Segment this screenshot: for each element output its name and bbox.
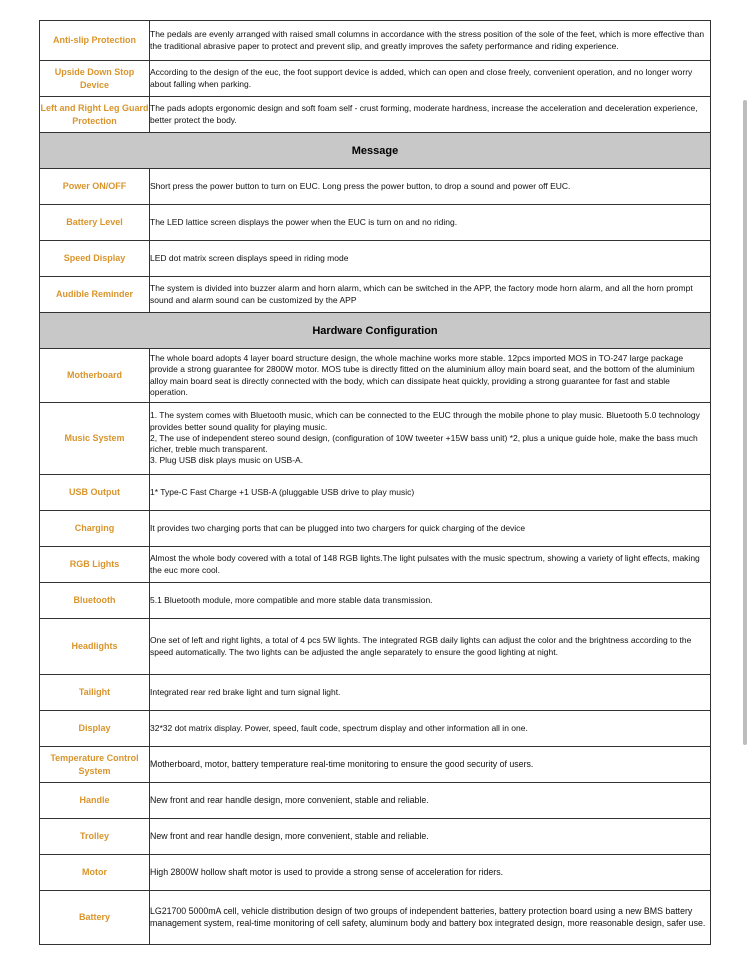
table-row [40,711,711,747]
feature-label: Display [40,711,150,747]
feature-label: Bluetooth [40,583,150,619]
feature-description: Short press the power button to turn on EUC. Long press the power button, to drop a sound and power off EUC. [150,169,711,205]
feature-label: Tailight [40,675,150,711]
feature-description: High 2800W hollow shaft motor is used to provide a strong sense of acceleration for riders. [150,855,711,891]
table-row [40,783,711,819]
feature-description: According to the design of the euc, the foot support device is added, which can open and close freely, convenient operation, and no longer worry about falling when parking. [150,61,711,97]
section-title: Message [40,133,711,169]
feature-description: The pads adopts ergonomic design and soft foam self - crust forming, moderate hardness, increase the acceleration and deceleration experience, better protect the body. [150,97,711,133]
table-row [40,511,711,547]
feature-description: The whole board adopts 4 layer board structure design, the whole machine works more stable. 12pcs imported MOS in TO-247 large package provide a strong guarantee for 2800W motor. MOS tube is directly fitted on the aluminium alloy main board seat, and the bottom of the aluminium alloy main board seat is directly connected with the body, which can dissipate heat quickly, providing a strong guarantee for fast and stable operation. [150,349,711,403]
feature-label: Power ON/OFF [40,169,150,205]
feature-label: USB Output [40,475,150,511]
table-row [40,61,711,97]
feature-label: Temperature Control System [40,747,150,783]
feature-label: Headlights [40,619,150,675]
feature-description: New front and rear handle design, more convenient, stable and reliable. [150,819,711,855]
scrollbar[interactable] [743,100,747,745]
feature-label: Audible Reminder [40,277,150,313]
table-row [40,21,711,61]
table-row [40,675,711,711]
feature-description: 5.1 Bluetooth module, more compatible and more stable data transmission. [150,583,711,619]
table-row [40,475,711,511]
feature-description: One set of left and right lights, a total of 4 pcs 5W lights. The integrated RGB daily lights can adjust the color and the brightness according to the speed automatically. The two lights can be adjusted the angle separately to ensure the good lighting at night. [150,619,711,675]
feature-description: Motherboard, motor, battery temperature real-time monitoring to ensure the good security of users. [150,747,711,783]
description-line: 3. Plug USB disk plays music on USB-A. [150,455,304,466]
feature-description: The system is divided into buzzer alarm and horn alarm, which can be switched in the APP, the factory mode horn alarm, and all the horn prompt sound and alarm sound can be customized by the APP [150,277,711,313]
feature-label: Battery Level [40,205,150,241]
table-row [40,97,711,133]
feature-description: LG21700 5000mA cell, vehicle distribution design of two groups of independent batteries, battery protection board using a new BMS battery management system, real-time monitoring of cell safety, aluminum body and battery box integrated design, more reasonable design, safer use. [150,891,711,945]
feature-label: Handle [40,783,150,819]
table-row [40,205,711,241]
feature-label: Speed Display [40,241,150,277]
feature-label: RGB Lights [40,547,150,583]
feature-label: Music System [40,403,150,475]
feature-label: Upside Down Stop Device [40,61,150,97]
feature-description: LED dot matrix screen displays speed in riding mode [150,241,711,277]
table-row [40,547,711,583]
table-row [40,169,711,205]
feature-label: Trolley [40,819,150,855]
table-row [40,855,711,891]
feature-description: It provides two charging ports that can be plugged into two chargers for quick charging of the device [150,511,711,547]
feature-description: New front and rear handle design, more convenient, stable and reliable. [150,783,711,819]
table-row [40,349,711,403]
feature-label: Anti-slip Protection [40,21,150,61]
feature-label: Left and Right Leg Guard Protection [40,97,150,133]
section-header-row [40,313,711,349]
feature-description: Integrated rear red brake light and turn signal light. [150,675,711,711]
table-row [40,619,711,675]
feature-description: Almost the whole body covered with a total of 148 RGB lights.The light pulsates with the music spectrum, showing a variety of light effects, making the euc more cool. [150,547,711,583]
feature-description: 32*32 dot matrix display. Power, speed, fault code, spectrum display and other information all in one. [150,711,711,747]
table-row [40,891,711,945]
feature-label: Motherboard [40,349,150,403]
table-row [40,241,711,277]
spec-table-body [40,21,711,945]
table-row [40,747,711,783]
section-title: Hardware Configuration [40,313,711,349]
feature-label: Motor [40,855,150,891]
feature-description: The pedals are evenly arranged with raised small columns in accordance with the stress position of the sole of the feet, which is more effective than the traditional abrasive paper to protect and prevent slip, and greatly improves the safety performance and riding experience. [150,21,711,61]
feature-label: Battery [40,891,150,945]
table-row [40,277,711,313]
table-row [40,583,711,619]
feature-description [150,403,711,475]
description-line: 1. The system comes with Bluetooth music, which can be connected to the EUC through the mobile phone to play music. Bluetooth 5.0 technology provides better sound quality for playing music. [150,410,700,432]
section-header-row [40,133,711,169]
feature-label: Charging [40,511,150,547]
feature-description: 1* Type-C Fast Charge +1 USB-A (pluggable USB drive to play music) [150,475,711,511]
table-row [40,403,711,475]
spec-table [39,20,711,945]
table-row [40,819,711,855]
description-line: 2, The use of independent stereo sound design, (configuration of 10W tweeter +15W bass unit) *2, plus a unique guide hole, make the bass much richer, treble much transparent. [150,432,698,455]
feature-description: The LED lattice screen displays the power when the EUC is turn on and no riding. [150,205,711,241]
